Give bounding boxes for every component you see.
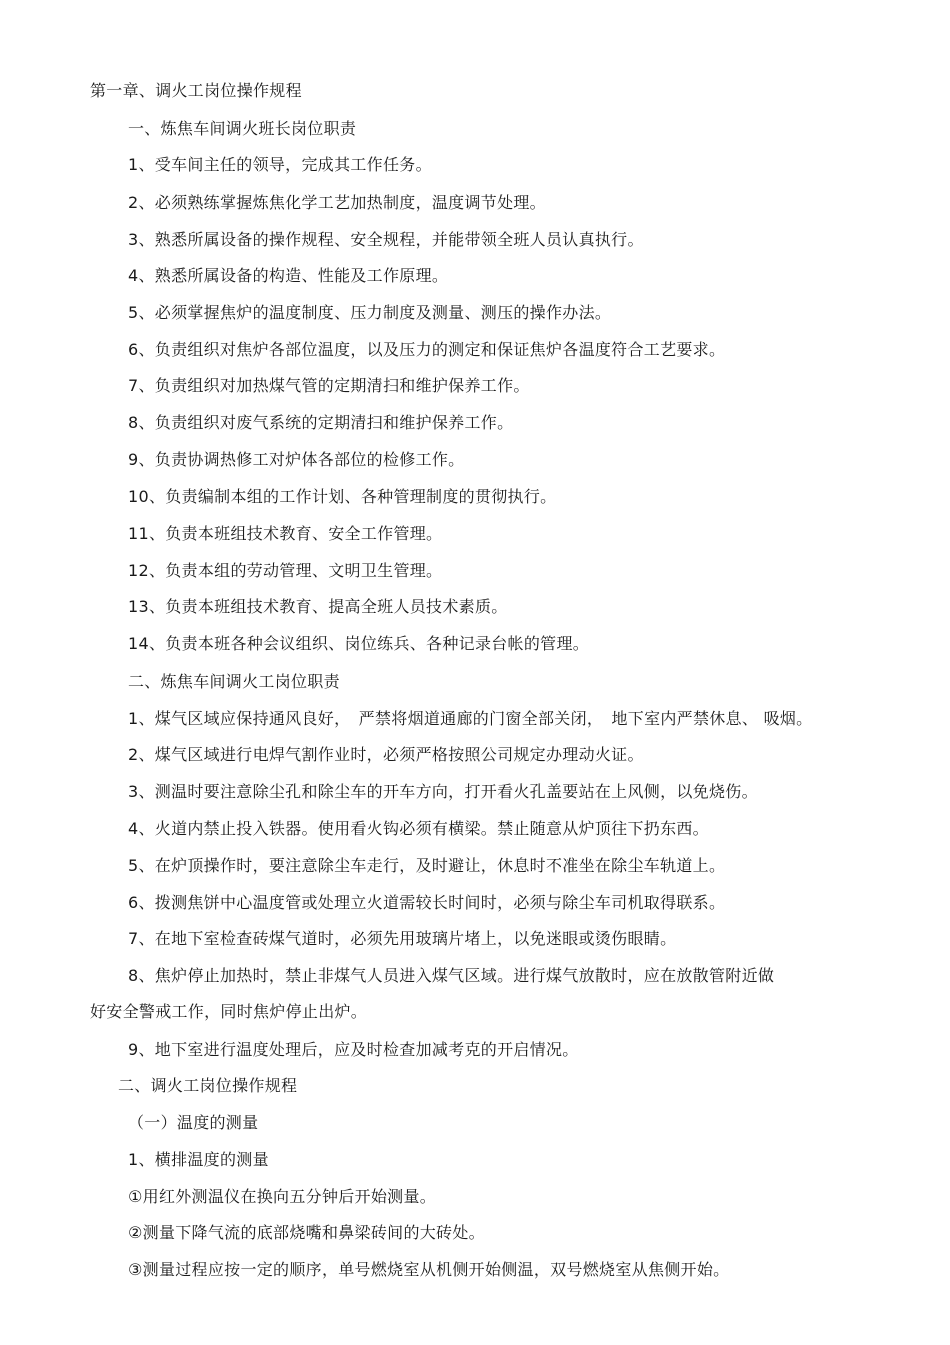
list-item: 3、测温时要注意除尘孔和除尘车的开车方向，打开看火孔盖要站在上风侧，以免烧伤。 bbox=[128, 782, 758, 801]
step-item: ①用红外测温仪在换向五分钟后开始测量。 bbox=[128, 1187, 437, 1206]
list-item: 6、负责组织对焦炉各部位温度，以及压力的测定和保证焦炉各温度符合工艺要求。 bbox=[128, 340, 726, 359]
step-item: ②测量下降气流的底部烧嘴和鼻梁砖间的大砖处。 bbox=[128, 1223, 485, 1242]
list-item: 7、负责组织对加热煤气管的定期清扫和维护保养工作。 bbox=[128, 376, 530, 395]
list-item: 12、负责本组的劳动管理、文明卫生管理。 bbox=[128, 561, 443, 580]
list-item: 4、熟悉所属设备的构造、性能及工作原理。 bbox=[128, 266, 449, 285]
list-item: 9、负责协调热修工对炉体各部位的检修工作。 bbox=[128, 450, 465, 469]
list-item: 3、熟悉所属设备的操作规程、安全规程，并能带领全班人员认真执行。 bbox=[128, 230, 644, 249]
list-item: 6、拨测焦饼中心温度管或处理立火道需较长时间时，必须与除尘车司机取得联系。 bbox=[128, 893, 726, 912]
step-item: ③测量过程应按一定的顺序，单号燃烧室从机侧开始侧温，双号燃烧室从焦侧开始。 bbox=[128, 1260, 730, 1279]
section-heading: 一、炼焦车间调火班长岗位职责 bbox=[128, 119, 357, 138]
list-item: 5、必须掌握焦炉的温度制度、压力制度及测量、测压的操作办法。 bbox=[128, 303, 612, 322]
list-item: 7、在地下室检查砖煤气道时，必须先用玻璃片堵上，以免迷眼或烫伤眼睛。 bbox=[128, 929, 677, 948]
list-item: 11、负责本班组技术教育、安全工作管理。 bbox=[128, 524, 443, 543]
list-item: 2、煤气区域进行电焊气割作业时，必须严格按照公司规定办理动火证。 bbox=[128, 745, 644, 764]
section-heading: 二、调火工岗位操作规程 bbox=[118, 1076, 298, 1095]
list-item: 10、负责编制本组的工作计划、各种管理制度的贯彻执行。 bbox=[128, 487, 557, 506]
chapter-title: 第一章、调火工岗位操作规程 bbox=[90, 81, 302, 100]
list-item: 8、焦炉停止加热时，禁止非煤气人员进入煤气区域。进行煤气放散时，应在放散管附近做 bbox=[128, 966, 775, 985]
list-item: 1、煤气区域应保持通风良好， 严禁将烟道通廊的门窗全部关闭， 地下室内严禁休息、 吸烟。 bbox=[128, 709, 813, 728]
list-item: 5、在炉顶操作时，要注意除尘车走行，及时避让，休息时不准坐在除尘车轨道上。 bbox=[128, 856, 726, 875]
subsection-heading: （一）温度的测量 bbox=[128, 1113, 259, 1132]
list-item: 14、负责本班各种会议组织、岗位练兵、各种记录台帐的管理。 bbox=[128, 634, 590, 653]
list-item: 9、地下室进行温度处理后，应及时检查加减考克的开启情况。 bbox=[128, 1040, 579, 1059]
list-item: 1、受车间主任的领导，完成其工作任务。 bbox=[128, 155, 432, 174]
item-title: 1、横排温度的测量 bbox=[128, 1150, 269, 1169]
list-item: 2、必须熟练掌握炼焦化学工艺加热制度，温度调节处理。 bbox=[128, 193, 546, 212]
list-item: 4、火道内禁止投入铁器。使用看火钩必须有横梁。禁止随意从炉顶往下扔东西。 bbox=[128, 819, 709, 838]
section-heading: 二、炼焦车间调火工岗位职责 bbox=[128, 672, 340, 691]
list-item: 13、负责本班组技术教育、提高全班人员技术素质。 bbox=[128, 597, 508, 616]
list-item: 8、负责组织对废气系统的定期清扫和维护保养工作。 bbox=[128, 413, 514, 432]
list-item-continuation: 好安全警戒工作，同时焦炉停止出炉。 bbox=[90, 1002, 368, 1021]
